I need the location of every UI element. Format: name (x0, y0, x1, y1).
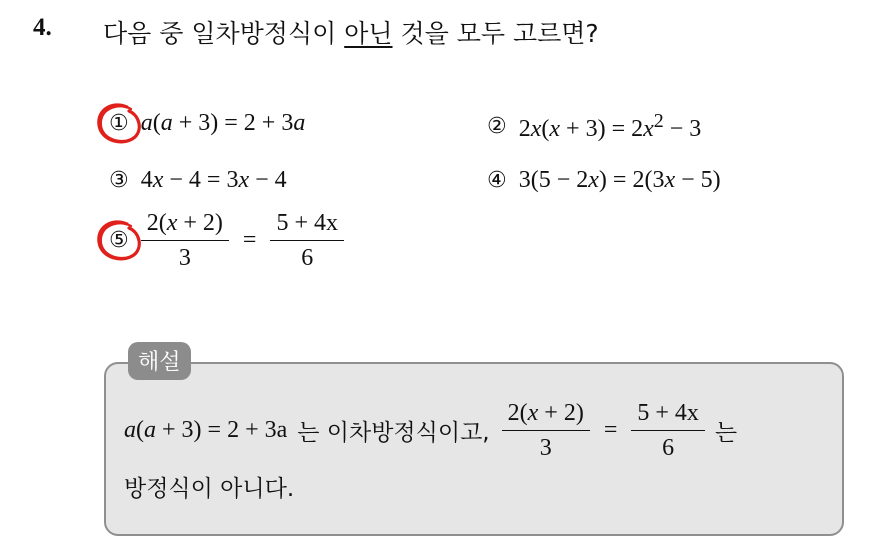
choice-3-equation: 4x − 4 = 3x − 4 (140, 167, 287, 193)
solution-text-1: 는 이차방정식이고, (297, 420, 490, 446)
solution-expression: a(a + 3) = 2 + 3a (124, 417, 288, 443)
fraction-numerator: 2(x + 2) (141, 208, 229, 241)
fraction-denominator: 3 (178, 245, 191, 271)
choice-4-number: ④ (487, 168, 507, 193)
choice-2-equation: $2x(x + 3) = 2x^2 - 3$ (518, 110, 702, 142)
solution-line-1 (124, 398, 737, 463)
fraction-numerator: 5 + 4x (270, 208, 344, 241)
fraction-numerator: 5 + 4x (631, 398, 705, 431)
solution-line-2: 방정식이 아니다. (124, 476, 295, 502)
choice-4-equation: 3(5 − 2x) = 2(3x − 5) (518, 167, 721, 193)
solution-text-2: 는 (714, 420, 738, 446)
fraction-denominator: 3 (539, 435, 552, 461)
choice-3-number: ③ (109, 168, 129, 193)
choice-5-fraction-left (141, 208, 229, 273)
equals-sign: = (242, 227, 257, 253)
question-number: 4. (33, 14, 52, 41)
fraction-denominator: 6 (662, 435, 675, 461)
choice-5-fraction-right (270, 208, 344, 273)
solution-fraction-left (502, 398, 590, 463)
fraction-numerator: 2(x + 2) (502, 398, 590, 431)
solution-fraction-right (631, 398, 705, 463)
choice-1[interactable] (109, 110, 305, 137)
choice-1-number-text: ① (109, 111, 129, 136)
choice-3[interactable] (109, 167, 287, 194)
choice-5-number (109, 228, 129, 253)
question-text (103, 14, 599, 50)
choice-1-equation: a(a + 3) = 2 + 3a (140, 110, 306, 136)
question-text-after: 것을 모두 고르면? (392, 19, 599, 48)
choice-5[interactable] (109, 208, 344, 273)
choice-5-number-text: ⑤ (109, 228, 129, 253)
choice-1-number (109, 111, 129, 136)
choice-2[interactable] (487, 110, 701, 143)
solution-tag: 해설 (128, 342, 191, 380)
equals-sign: = (603, 417, 618, 443)
question-text-underlined: 아닌 (344, 19, 393, 48)
choice-4[interactable] (487, 167, 721, 194)
fraction-denominator: 6 (301, 245, 314, 271)
question-text-before: 다음 중 일차방정식이 (103, 19, 345, 48)
choice-2-number: ② (487, 114, 507, 139)
